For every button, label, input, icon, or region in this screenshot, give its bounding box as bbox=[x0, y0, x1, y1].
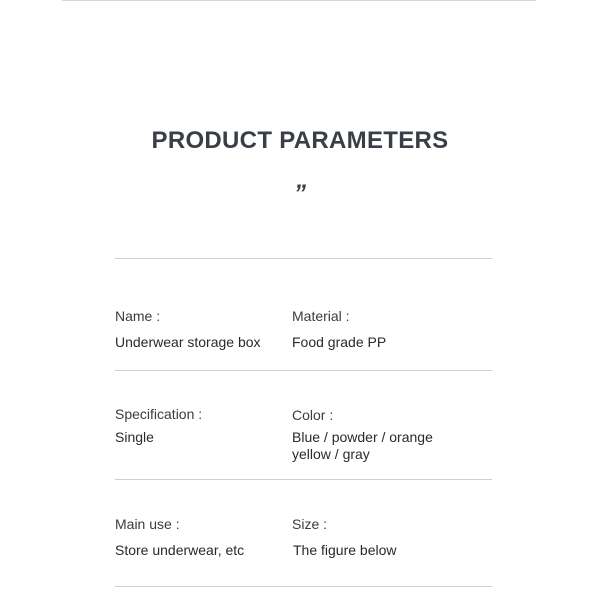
quote-mark-icon: ” bbox=[294, 180, 306, 207]
material-value: Food grade PP bbox=[292, 334, 387, 350]
name-value: Underwear storage box bbox=[115, 334, 261, 350]
page-title: PRODUCT PARAMETERS bbox=[151, 127, 449, 154]
size-value: The figure below bbox=[293, 542, 397, 558]
color-value: Blue / powder / orange yellow / gray bbox=[292, 429, 433, 462]
specification-value: Single bbox=[115, 429, 154, 445]
specification-label: Specification : bbox=[115, 406, 203, 422]
size-label: Size : bbox=[292, 516, 328, 532]
name-label: Name : bbox=[115, 308, 161, 324]
top-divider bbox=[62, 0, 536, 1]
divider-bottom bbox=[115, 586, 492, 587]
main-use-label: Main use : bbox=[115, 516, 180, 532]
divider-row-1 bbox=[115, 370, 492, 371]
divider-top bbox=[115, 258, 492, 259]
main-use-value: Store underwear, etc bbox=[115, 542, 245, 558]
color-label: Color : bbox=[292, 407, 334, 423]
material-label: Material : bbox=[292, 308, 350, 324]
divider-row-2 bbox=[115, 479, 492, 480]
